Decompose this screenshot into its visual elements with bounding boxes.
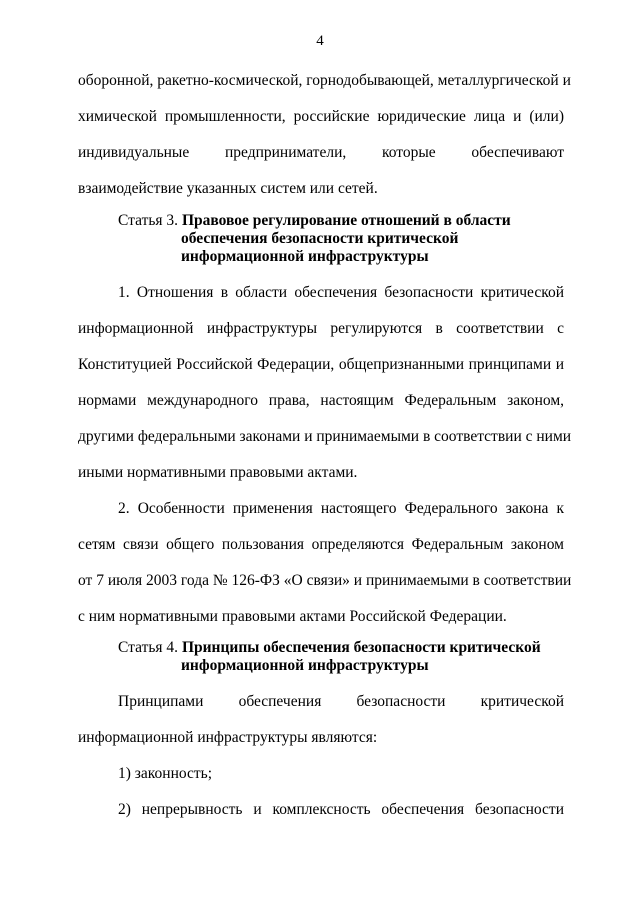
text-line: 2) непрерывность и комплексность обеспечения безопасности [118, 801, 564, 818]
text-line: от 7 июля 2003 года № 126-ФЗ «О связи» и принимаемыми в соответствии [78, 572, 572, 589]
text-line: сетям связи общего пользования определяются Федеральным законом [78, 536, 564, 553]
text-line: 1. Отношения в области обеспечения безопасности критической [118, 284, 564, 301]
text-line: информационной инфраструктуры являются: [78, 729, 378, 746]
article-title-continuation: информационной инфраструктуры [181, 657, 429, 674]
text-line: взаимодействие указанных систем или сетей. [78, 180, 378, 197]
text-line: другими федеральными законами и принимаемыми в соответствии с ними [78, 428, 572, 445]
text-line: иными нормативными правовыми актами. [78, 464, 358, 481]
text-line: оборонной, ракетно-космической, горнодобывающей, металлургической и [78, 72, 571, 89]
text-line: химической промышленности, российские юридические лица и (или) [78, 108, 564, 125]
text-line: 1) законность; [118, 765, 213, 782]
text-line: информационной инфраструктуры регулируются в соответствии с [78, 320, 564, 337]
article-4-heading [118, 639, 541, 657]
article-number: Статья 4. [118, 639, 179, 656]
text-line: нормами международного права, настоящим Федеральным законом, [78, 392, 564, 409]
article-number: Статья 3. [118, 212, 179, 229]
article-title: Принципы обеспечения безопасности критической [181, 639, 541, 656]
article-title-continuation: информационной инфраструктуры [181, 248, 429, 265]
page-number: 4 [316, 33, 324, 49]
text-line: Конституцией Российской Федерации, общепризнанными принципами и [78, 356, 564, 373]
text-line: с ним нормативными правовыми актами Российской Федерации. [78, 608, 507, 625]
article-3-heading [118, 212, 511, 230]
text-line: Принципами обеспечения безопасности критической [118, 693, 564, 710]
text-line: индивидуальные предприниматели, которые обеспечивают [78, 144, 564, 161]
article-title-continuation: обеспечения безопасности критической [181, 230, 459, 247]
article-title: Правовое регулирование отношений в области [181, 212, 511, 229]
text-line: 2. Особенности применения настоящего Федерального закона к [118, 500, 564, 517]
